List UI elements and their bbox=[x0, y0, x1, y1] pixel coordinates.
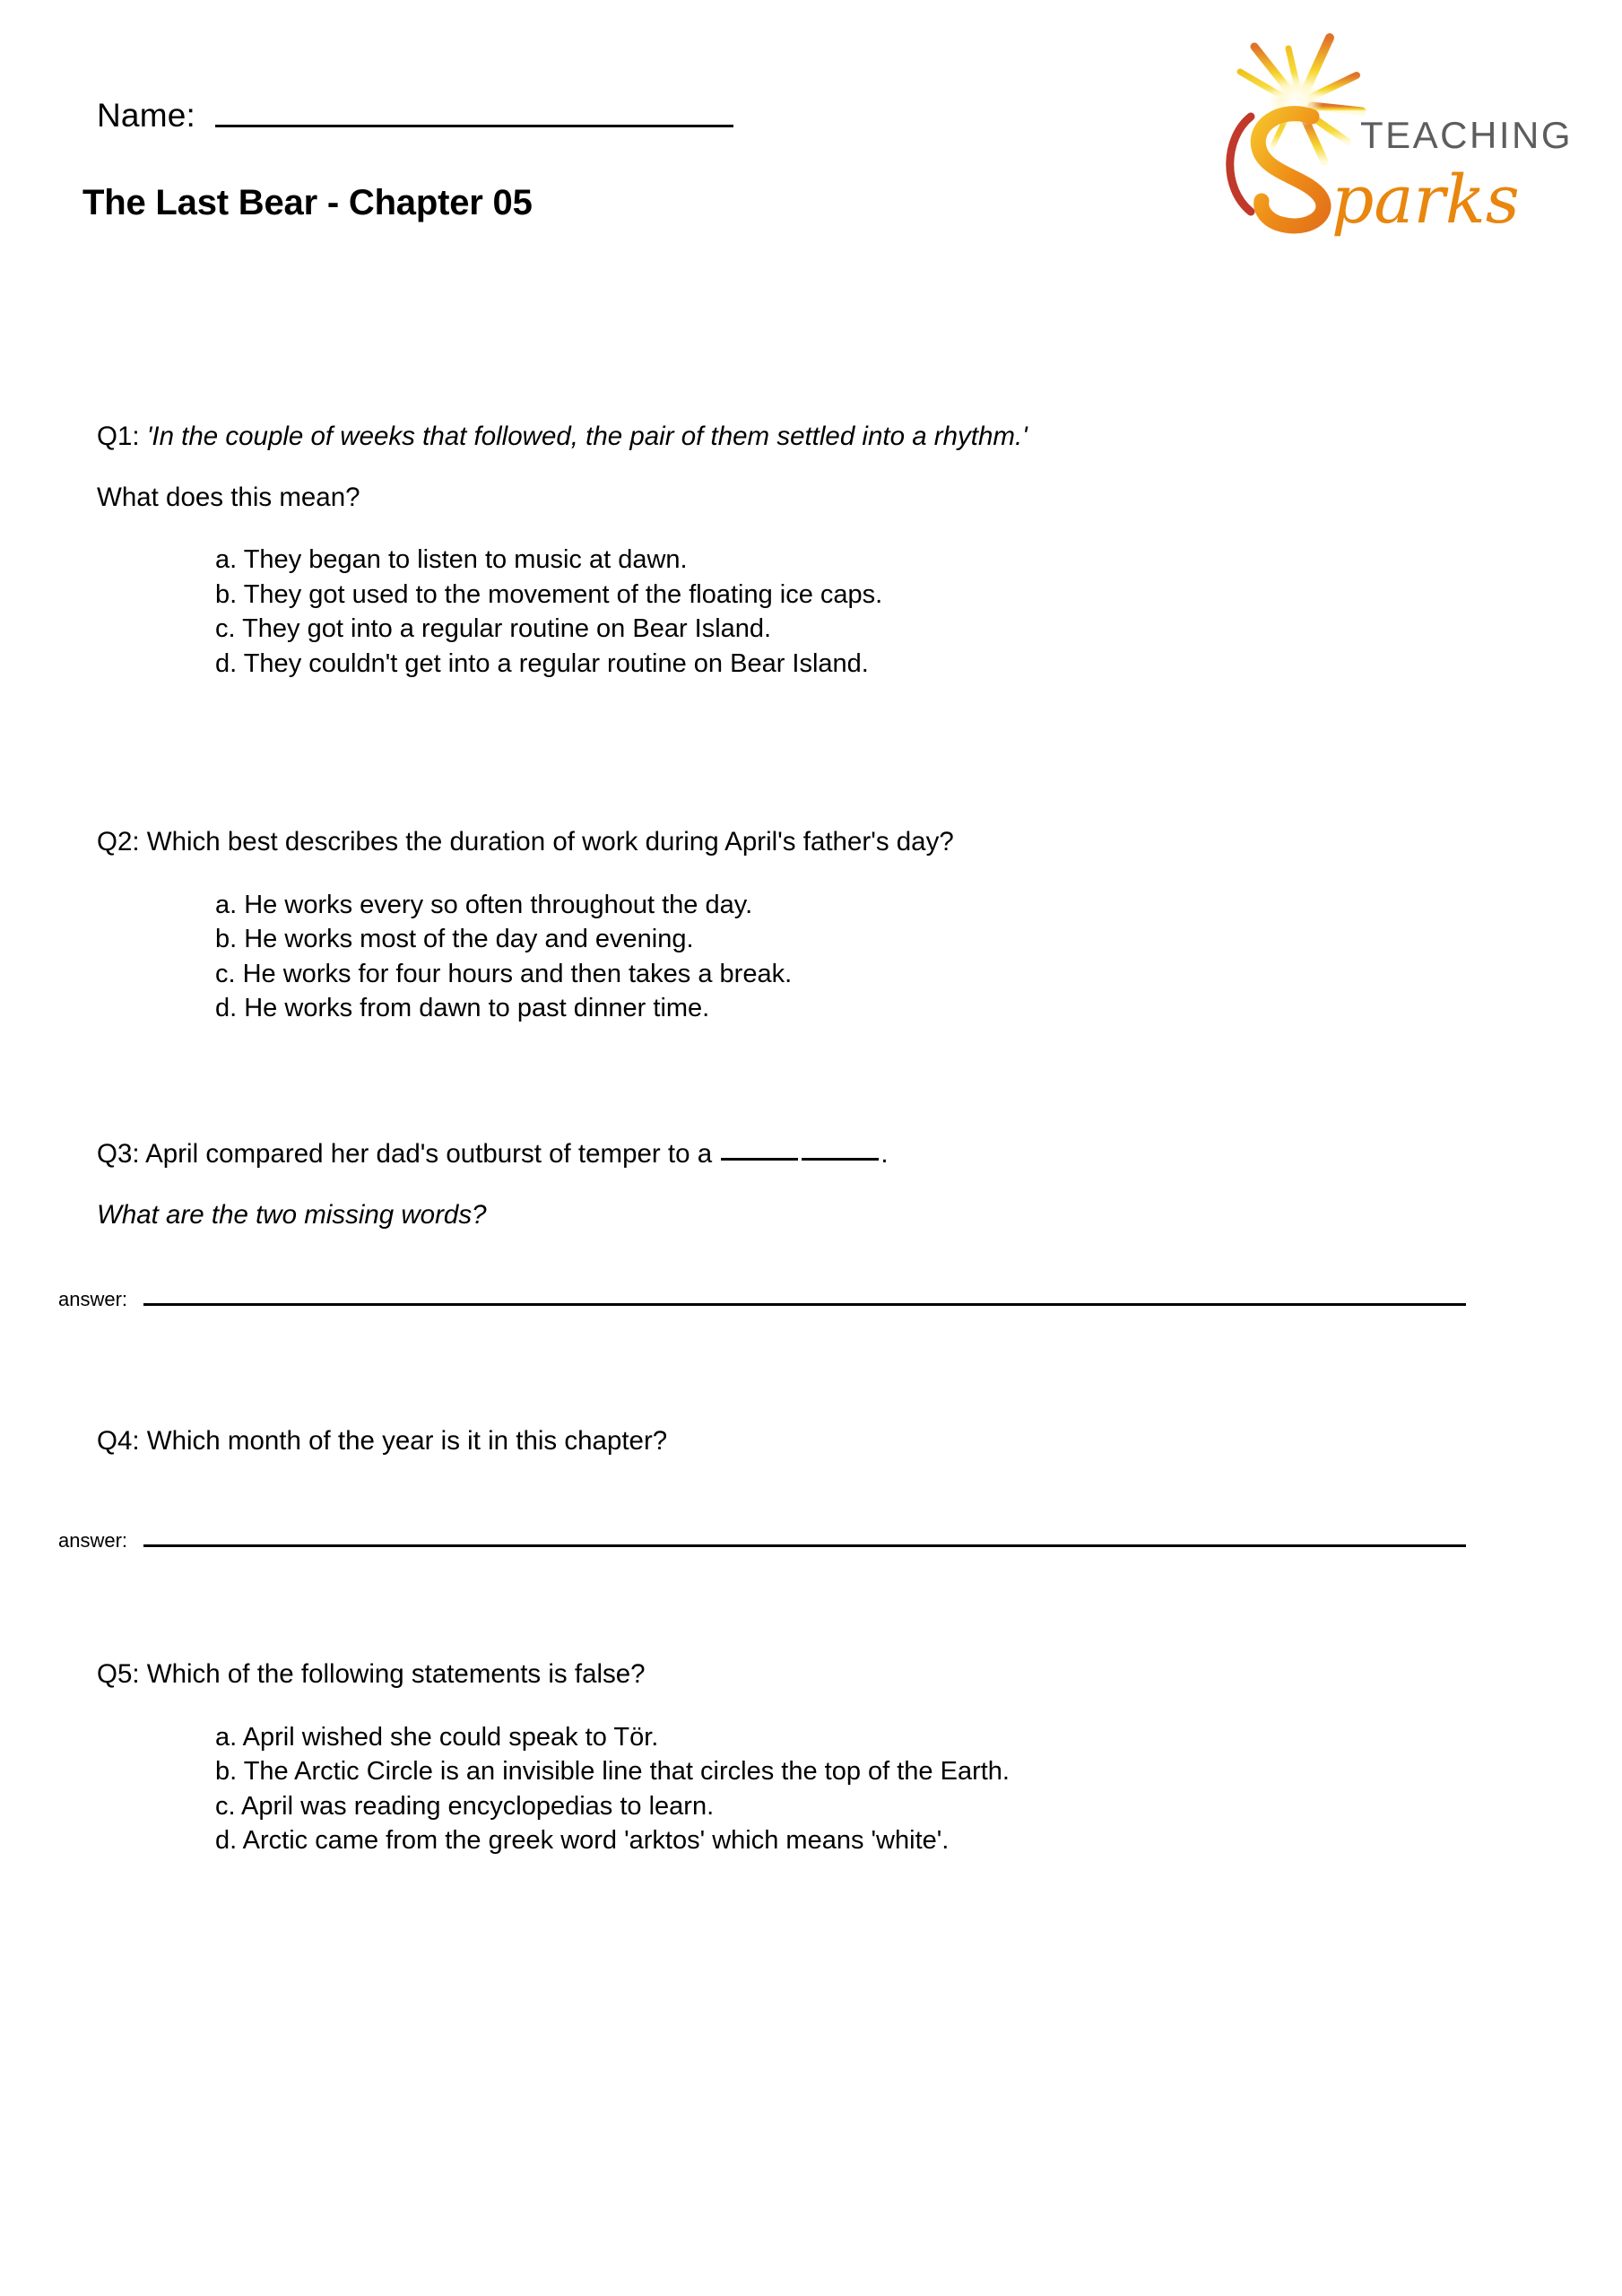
option-item[interactable]: b. They got used to the movement of the floating ice caps. bbox=[215, 579, 883, 609]
question-text-q3-end: . bbox=[880, 1139, 889, 1169]
page-header bbox=[0, 0, 1622, 269]
option-item[interactable]: a. April wished she could speak to Tör. bbox=[215, 1722, 659, 1752]
answer-row-q3 bbox=[58, 1290, 1466, 1309]
answer-blank-2[interactable] bbox=[802, 1158, 879, 1161]
question-prompt-q4: Q4: Which month of the year is it in this chapter? bbox=[97, 1426, 668, 1456]
logo-red-arc bbox=[1230, 117, 1251, 212]
option-item[interactable]: c. He works for four hours and then takes a break. bbox=[215, 959, 793, 988]
answer-write-line[interactable] bbox=[143, 1544, 1466, 1547]
question-block-q5 bbox=[97, 1661, 1567, 1858]
option-item[interactable]: d. He works from dawn to past dinner time. bbox=[215, 994, 710, 1022]
question-block-q3 bbox=[97, 1141, 1567, 1228]
question-prompt-q2: Q2: Which best describes the duration of work during April's father's day? bbox=[97, 827, 954, 857]
option-item[interactable]: c. They got into a regular routine on Bear Island. bbox=[215, 614, 772, 643]
logo-teaching-text: TEACHING bbox=[1360, 114, 1574, 156]
sub-question-q3: What are the two missing words? bbox=[97, 1199, 487, 1230]
answer-label: answer: bbox=[58, 1288, 128, 1310]
page-title: The Last Bear - Chapter 05 bbox=[82, 183, 533, 222]
options-list-q5 bbox=[215, 1720, 1567, 1858]
question-block-q4 bbox=[97, 1428, 1567, 1455]
question-block-q1 bbox=[97, 423, 1567, 681]
logo-sparks-text: parks bbox=[1331, 161, 1520, 239]
question-prompt-q1 bbox=[97, 423, 1567, 450]
teaching-sparks-logo bbox=[1199, 20, 1584, 244]
answer-label: answer: bbox=[58, 1529, 128, 1552]
name-write-line[interactable] bbox=[215, 125, 733, 127]
options-list-q2 bbox=[215, 888, 1567, 1026]
option-item[interactable]: b. He works most of the day and evening. bbox=[215, 925, 694, 953]
question-number-q1: Q1: bbox=[97, 422, 147, 451]
option-item[interactable]: b. The Arctic Circle is an invisible line that circles the top of the Earth. bbox=[215, 1757, 1010, 1786]
answer-row-q4 bbox=[58, 1531, 1466, 1551]
option-item[interactable]: a. He works every so often throughout the day. bbox=[215, 890, 753, 919]
name-field-row bbox=[97, 99, 733, 132]
answer-write-line[interactable] bbox=[143, 1303, 1466, 1306]
question-text-q3: Q3: April compared her dad's outburst of temper to a bbox=[97, 1139, 720, 1169]
option-item[interactable]: a. They began to listen to music at dawn. bbox=[215, 545, 688, 574]
answer-blank-1[interactable] bbox=[721, 1158, 798, 1161]
options-list-q1 bbox=[215, 543, 1567, 681]
sub-question-q1: What does this mean? bbox=[97, 482, 360, 512]
question-prompt-q3 bbox=[97, 1141, 1567, 1168]
question-quote-q1: 'In the couple of weeks that followed, the pair of them settled into a rhythm.' bbox=[146, 422, 1028, 451]
name-label: Name: bbox=[97, 97, 195, 134]
question-block-q2 bbox=[97, 829, 1567, 1026]
option-item[interactable]: d. They couldn't get into a regular routine on Bear Island. bbox=[215, 648, 869, 678]
question-prompt-q5: Q5: Which of the following statements is false? bbox=[97, 1659, 646, 1689]
option-item[interactable]: c. April was reading encyclopedias to learn. bbox=[215, 1791, 715, 1821]
option-item[interactable]: d. Arctic came from the greek word 'arktos' which means 'white'. bbox=[215, 1826, 950, 1855]
